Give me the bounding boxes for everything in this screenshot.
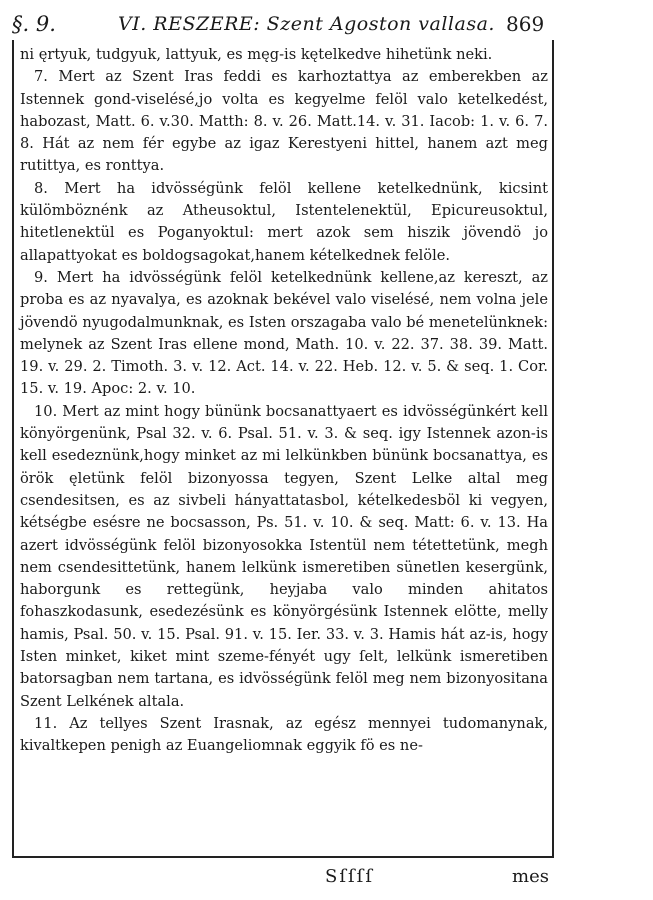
section-mark: §. 9.: [12, 12, 56, 36]
body-text: [20, 44, 548, 758]
page-number: 869: [506, 12, 545, 36]
running-title: VI. RESZERE: Szent Agoston vallasa.: [118, 13, 495, 35]
running-header: [8, 8, 558, 40]
paragraph-10: 10. Mert az mint hogy bününk bocsanattyaert es idvösségünkért kell könyörgenünk, Psal 32. v. 6. Psal. 51. v. 3. & seq. igy Istennek azon-is kell esedeznünk,hogy minket az mi lelkünkben bününk bocsanattya, es örök ęletünk felöl bizonyossa tegyen, Szent Lelke altal meg csendesitsen, es az sivbeli hányattatasbol, kételkedesböl ki vegyen, kétségbe esésre ne bocsasson, Ps. 51. v. 10. & seq. Matt: 6. v. 13. Ha azert idvösségünk felöl bizonyosokka Istentül nem tétettetünk, megh nem csendesittetünk, hanem lelkünk ismeretiben sünetlen kesergünk, haborgunk es rettegünk, heyjaba valo minden ahitatos fohaszkodasunk, esedezésünk es könyörgésünk Istennek elötte, melly hamis, Psal. 50. v. 15. Psal. 91. v. 15. Ier. 33. v. 3. Hamis hát az-is, hogy Isten minket, kiket mint szeme-fényét ugy ſelt, lelkünk ismeretiben batorsagban nem tartana, es idvösségünk felöl meg nem bizonyositana Szent Lelkének altala.: [20, 402, 548, 710]
paragraph-11: 11. Az tellyes Szent Irasnak, az egész mennyei tudomanynak, kivaltkepen penigh az Euangeliomnak eggyik fö es ne-: [20, 714, 548, 755]
paragraph-9: 9. Mert ha idvösségünk felöl ketelkednünk kellene,az kereszt, az proba es az nyavalya, es azoknak bekével valo viselésé, nem volna jele jövendö nyugodalmunknak, es Isten orszagaba valo bé menetelünknek: melynek az Szent Iras ellene mond, Math. 10. v. 22. 37. 38. 39. Matt. 19. v. 29. 2. Timoth. 3. v. 12. Act. 14. v. 22. Heb. 12. v. 5. & seq. 1. Cor. 15. v. 19. Apoc: 2. v. 10.: [20, 268, 548, 398]
paragraph-7: 7. Mert az Szent Iras feddi es karhoztattya az emberekben az Istennek gond-viselésé,jo volta es kegyelme felöl valo ketelkedést, habozast, Matt. 6. v.30. Matth: 8. v. 26. Matt.14. v. 31. Iacob: 1. v. 6. 7. 8. Hát az nem fér egybe az igaz Kerestyeni hittel, hanem azt meg rutittya, es ronttya.: [20, 68, 548, 175]
paragraph-continuation: ni ęrtyuk, tudgyuk, lattyuk, es męg-is kętelkedve hihetünk neki.: [20, 46, 493, 63]
signature-mark: Sſſſſ: [325, 866, 374, 887]
paragraph-8: 8. Mert ha idvösségünk felöl kellene ketelkednünk, kicsint külömböznénk az Atheusoktul, Istentelenektül, Epicureusoktul, hitetlenektül es Poganyoktul: mert azok sem hiszik jövendö jo allapattyokat es boldogsagokat,hanem kételkednek felöle.: [20, 179, 548, 264]
catchword: mes: [512, 866, 549, 887]
page-footer: [0, 862, 653, 892]
